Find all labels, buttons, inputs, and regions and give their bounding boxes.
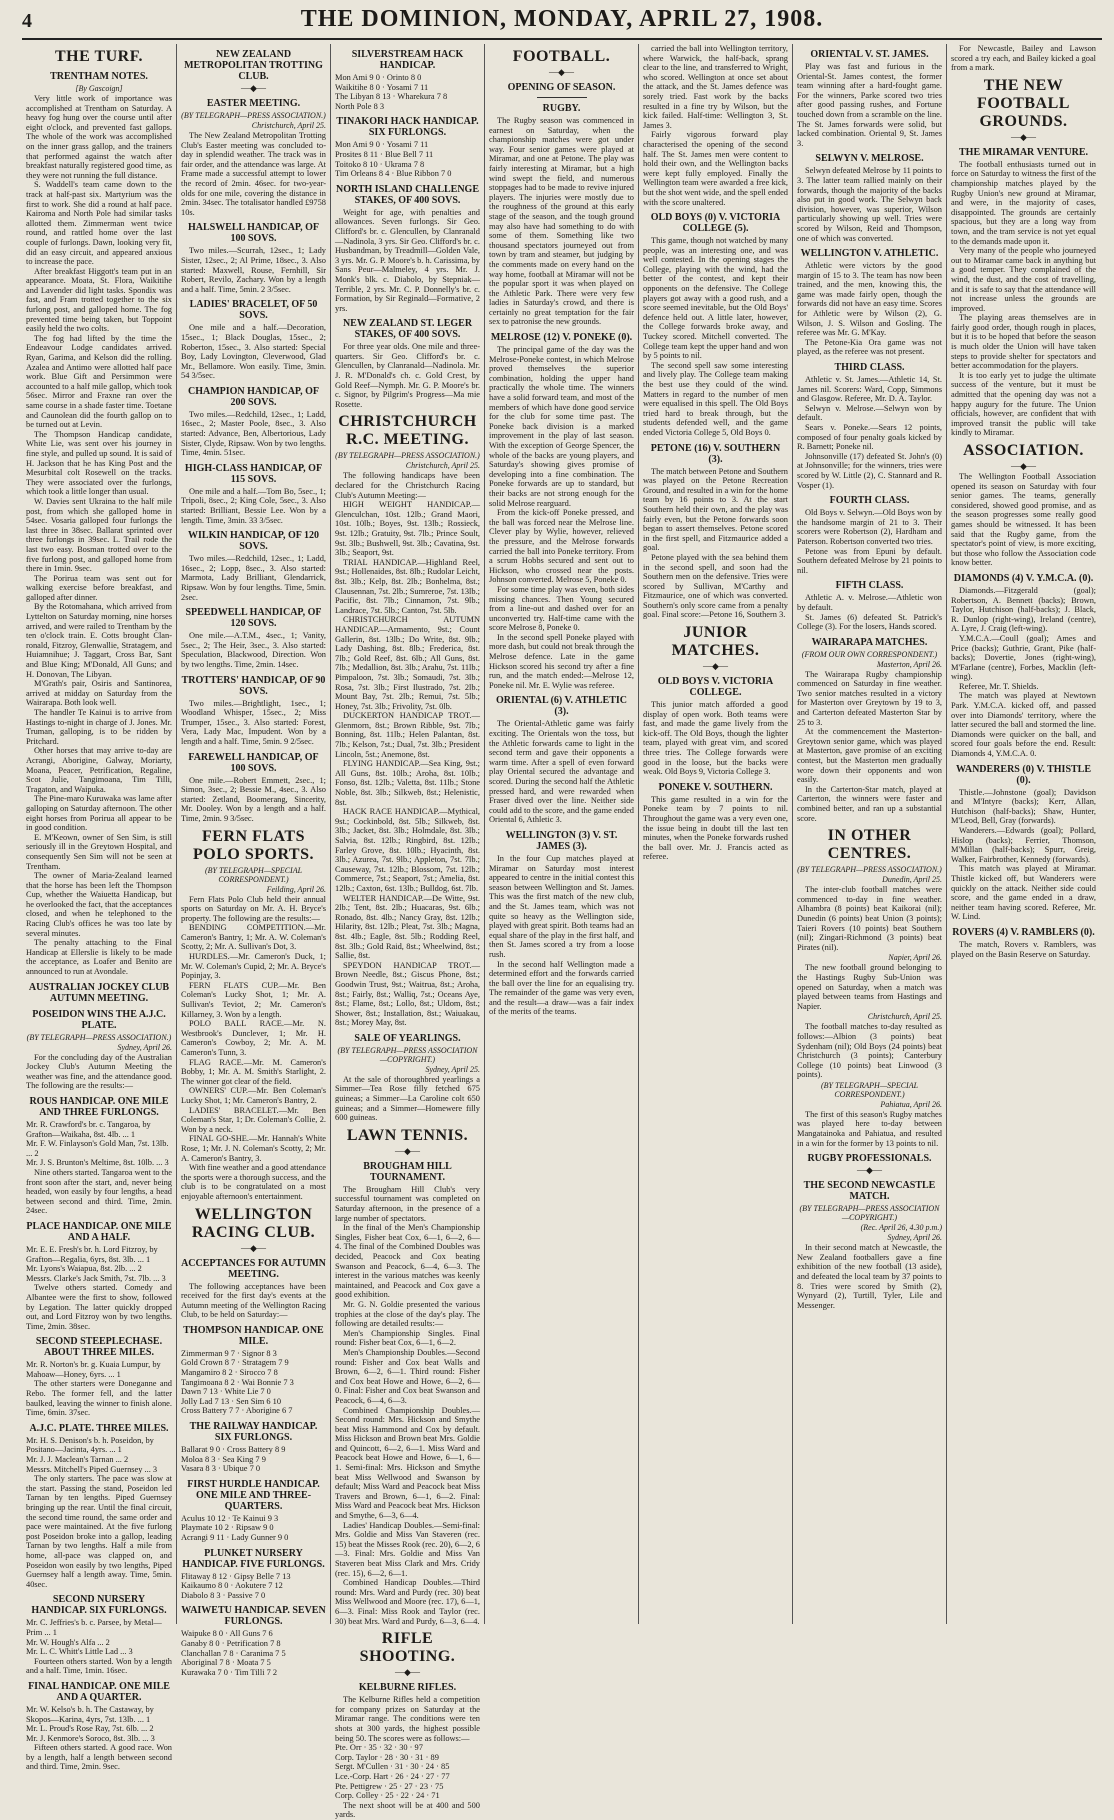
dateline: Masterton, April 26.: [876, 659, 942, 669]
article-paragraph: In the Carterton-Star match, played at Carterton, the winners were faster and combined better, and ran up a substantial score.: [797, 784, 942, 823]
article-paragraph: The new football ground belonging to the Hastings Rugby Sub-Union was opened on Saturday, when a match was played between teams from Hastings and Napier.: [797, 963, 942, 1011]
article-paragraph: Johnsonville (17) defeated St. John's (0) at Johnsonville; for the winners, tries were scored by W. Little (2), C. Stannard and R. Vosper (1).: [797, 451, 942, 490]
article-paragraph: Men's Championship Singles. Final round: Fisher beat Cox, 6—1, 6—2.: [335, 1328, 480, 1348]
article-paragraph: In their second match at Newcastle, the New Zealand footballers gave a fine exhibition of the new football (13 aside), and defeated the local team by 37 points to 8. Tries were scored by Smith (2), Wynyard (2), Turtill, Tyler, Lile and Messenger.: [797, 1243, 942, 1310]
subheading: WELLINGTON (3) V. ST. JAMES (3).: [505, 829, 618, 852]
result-line: Tangimoana 8 2 · Wai Bonnie 7 3: [181, 1377, 294, 1387]
ornament: —◆—: [241, 83, 266, 93]
article-paragraph: Twelve others started. Comedy and Albantee were the first to show, followed by Legation. The latter quickly dropped out, and Lord Fitzroy won by two lengths. Time, 2min. 38sec.: [26, 1283, 172, 1331]
columns: [22, 44, 1102, 1820]
section-heading: FOOTBALL.: [512, 48, 611, 65]
article-paragraph: The Rugby season was commenced in earnest on Saturday, when the championship matches were got under way. Four senior games were played at Miramar, and one at Petone. The play was fairly interesting at Miramar, but a high wind swept the field, and numerous stoppages had to be made to revive injured players. The injuries were mostly due to the roughness of the ground at this early stage of the season, and the tough ground may also have had something to do with some of them. Something like two thousand spectators journeyed out from town by tram and steamer, but judging by the comments made on every hand on the way home, football at Miramar will not be the popular sport it was when played on the Athletic Park. There were very few ladies in Saturday's crowd, and there is certainly no great temptation for the fair sex to patronise the new grounds.: [489, 116, 634, 327]
article-paragraph: DUCKERTON HANDICAP TROT.—Glenmorn, 8st.; Brown Ribble, 9st. 7lb.; Bonning, 8st. 11lb.; Helen Palantan, 8st. 7lb.; Kelson, 7st.; Dual, 7st. 3lb.; President Lincoln, 5st.; Anemone, 8st.: [335, 711, 480, 759]
result-line: Moloa 8 3 · Sea King 7 9: [181, 1454, 266, 1464]
column-4: [484, 44, 638, 1624]
result-line: Zimmerman 9 7 · Signor 8 3: [181, 1348, 277, 1358]
result-line: Clanchallan 7 8 · Caranima 7 5: [181, 1648, 286, 1658]
subheading: RUGBY.: [542, 103, 581, 114]
article-paragraph: Two miles.—Brightlight, 1sec., 1; Woodland Whisper, 15sec., 2; Miss Trumper, 15sec., 3. Also started: Forest, Vera, Lady Mac, Impudent. Won by a length and a half. Time, 5min. 9 2/5sec.: [181, 698, 326, 746]
result-line: Prosites 8 11 · Blue Bell 7 11: [335, 149, 434, 159]
article-paragraph: This game resulted in a win for the Poneke team by 7 points to nil. Throughout the game was a very even one, the issue being in doubt till the last ten minutes, when the Poneke forwards rushed the ball over. Mr. J. Francis acted as referee.: [643, 794, 788, 862]
result-line: North Pole 8 3: [335, 101, 385, 111]
article-paragraph: POLO BALL RACE.—Mr. N. Westbrook's Dunclever, 1; Mr. H. Cameron's Cowboy, 2; Mr. A. M. Cameron's Tunn, 3.: [181, 1019, 326, 1057]
result-line: Sergt. M'Cullen · 31 · 30 · 24 · 85: [335, 1762, 450, 1772]
subheading: EASTER MEETING.: [206, 98, 301, 109]
article-paragraph: The Petone-Kia Ora game was not played, as the referee was not present.: [797, 337, 942, 357]
result-line: Waikitihe 8 0 · Yosami 7 11: [335, 82, 429, 92]
article-paragraph: Athletic v. St. James.—Athletic 14, St. James nil. Scorers: Ward, Copp, Simmons and Glasgow. Referee, Mr. D. A. Taylor.: [797, 375, 942, 404]
subheading: THE MIRAMAR VENTURE.: [959, 146, 1088, 158]
section-heading: THE NEW FOOTBALL GROUNDS.: [977, 76, 1070, 130]
result-line: Lce.-Corp. Hart · 26 · 24 · 27 · 77: [335, 1771, 450, 1781]
article-paragraph: Athletic A. v. Melrose.—Athletic won by default.: [797, 593, 942, 612]
article-paragraph: S. Waddell's team came down to the track at half-past six. Martyrium was the first to work. She did a round at half pace. Kairoma and North Pole had similar tasks allotted them. Zimmerman went twice round, and rattled home over the last couple of furlongs. Dawn, looking very fit, did an easy circuit, and appeared anxious to increase the pace.: [26, 180, 172, 267]
subheading: TINAKORI HACK HANDICAP. SIX FURLONGS.: [336, 116, 479, 139]
result-line: Corp. Colley · 25 · 22 · 24 · 71: [335, 1791, 440, 1801]
article-paragraph: Old Boys v. Selwyn.—Old Boys won by the handsome margin of 21 to 3. Their scorers were Robertson (2), Hardham and Paterson. Robertson converted two tries.: [797, 508, 942, 546]
subheading: FOURTH CLASS.: [829, 495, 910, 507]
article-paragraph: HURDLES.—Mr. Cameron's Duck, 1; Mr. W. Coleman's Cupid, 2; Mr. A. Bryce's Popinjay, 3.: [181, 952, 326, 981]
result-line: Cross Battery 7 7 · Aborigine 6 7: [181, 1406, 293, 1416]
article-paragraph: One mile.—Robert Emmett, 2sec., 1; Simon, 3sec., 2; Bessie M., 4sec., 3. Also started: Zetland, Boomerang, Sincerity, Mr. Dooley. Won by a length and a half. Time, 2min. 9 3/5sec.: [181, 775, 326, 823]
subheading: ORIENTAL V. ST. JAMES.: [810, 49, 929, 60]
article-paragraph: The fog had lifted by the time the Endeavour Lodge candidates arrived. Ryan, Garima, and Kelson did the rolling. Azalea and Antimo were allotted half pace work. Blue Gift and Persimmon were accounted to a half mile gallop, which took 56sec. Mirror and Fraxne ran over the same course in a shade faster time. Toetane and Caunolean did the fourth gallop on to be turned out at Levin.: [26, 333, 172, 430]
article-paragraph: BENDING COMPETITION.—Mr. Cameron's Bantry, 1; Mr. A. W. Coleman's Scotty, 2; Mr. A. Sullivan's Dot, 3.: [181, 923, 326, 952]
article-paragraph: The owner of Maria-Zealand learned that the horse has been left the Thompson Cup, whether the Waiuetta Handicap, but he overlooked the fact, that the acceptances closed, and when he telephoned to the Racing Club's offices he was too late by several minutes.: [26, 871, 172, 938]
result-line: Flitaway 8 12 · Gipsy Belle 7 13: [181, 1571, 291, 1581]
article-paragraph: Men's Championship Doubles.—Second round: Fisher and Cox beat Walls and Brown, 6—2, 6—1. Third round: Fisher and Cox beat Howe and Howe, 6—2, 6—0. Final: Fisher and Cox beat Swanson and Peacock, 6—4, 6—3.: [335, 1347, 480, 1405]
result-line: Messrs. Mitchell's Piped Guernsey ... 3: [26, 1464, 158, 1474]
article-paragraph: FLYING HANDICAP.—Sea King, 9st.; All Guns, 8st. 10lb.; Aroha, 8st. 10lb.; Fonso, 8st. 12lb.; Valetta, 8st. 11lb.; Stone Noble, 8st. 3lb.; Silkweb, 8st.; Helenistic, 8st.: [335, 759, 480, 807]
result-line: Mr. L. C. Whitt's Little Lad ... 3: [26, 1647, 133, 1657]
result-line: Kurawaka 7 0 · Tim Tilli 7 2: [181, 1667, 278, 1677]
article-paragraph: Two miles.—Redchild, 12sec., 1; Ladd, 16sec., 2; Master Poole, 8sec., 3. Also started: Advance, Ben, Albertorious, Lady Sister, Clyde, Ripsaw. Won by two lengths. Time, 4min. 51sec.: [181, 409, 326, 458]
result-line: Toitoko 8 10 · Ukrama 7 8: [335, 159, 425, 169]
masthead-rule: [22, 38, 1102, 40]
article-paragraph: This game, though not watched by many people, was an interesting one, and was well contested. In the opening stages the College, playing with the wind, had the better of the contest, and kept their opponents on the defensive. The College players got away with a good rush, and a score seemed inevitable, but the Old Boys' defence held out. A little later, however, the College forwards broke away, and Tuckey scored. Mitchell converted. The College team kept the upper hand and won by 5 points to nil.: [643, 236, 788, 361]
article-paragraph: The Porirua team was sent out for walking exercise before breakfast, and galloped after dinner.: [26, 573, 172, 602]
subheading: SPEEDWELL HANDICAP, OF 120 SOVS.: [185, 607, 322, 630]
result-line: Kaikaumo 8 0 · Aokutere 7 12: [181, 1581, 283, 1591]
article-paragraph: Play was fast and furious in the Oriental-St. James contest, the former team winning after a hard-fought game. For the winners, Parke scored two tries after good passing rushes, and Fortune touched down from a scramble on the line. The St. James forwards were solid, but lacked combination. Oriental 9, St. James 3.: [797, 62, 942, 148]
article-paragraph: Selwyn defeated Melrose by 11 points to 3. The latter team rallied mainly on their forwards, though the majority of the backs also put in good work. The Selwyn back division, however, was superior, Wilson particularly showing up well. Tries were scored by Wilson, Reid and Thompson, one of which was converted.: [797, 166, 942, 243]
section-heading: ASSOCIATION.: [963, 442, 1084, 459]
ornament: —◆—: [241, 1242, 266, 1253]
article-paragraph: One mile and a half.—Decoration, 15sec., 1; Black Douglas, 15sec., 2; Roberton, 15sec., 3. Also started: Special Boy, Lady Lovington, Cleverwood, Glad Mr., Bellamore. Won easily. Time, 3min. 54 3/5sec.: [181, 323, 326, 381]
article-paragraph: One mile and a half.—Tom Bo, 5sec., 1; Tripoli, 8sec., 2; King Cole, 5sec., 3. Also started: Brilliant, Bessie Lee. Won by a length. Time, 3min. 33 3/5sec.: [181, 486, 326, 525]
subheading: POSEIDON WINS THE A.J.C. PLATE.: [32, 1008, 166, 1031]
result-line: Mr. R. Crawford's br. c. Tangaroa, by Grafton—Waikaha, 8st. 4lb. ... 1: [26, 1120, 151, 1139]
article-paragraph: The match between Petone and Southern was played on the Petone Recreation Ground, and resulted in a win for the home team by 16 points to 3. At the start Southern held their own, and the play was fairly even, but the Petone forwards soon began to assert themselves. Petone scored in the first spell, and Fitzmaurice added a goal.: [643, 466, 788, 553]
article-paragraph: This junior match afforded a good display of open work. Both teams were fast, and made the game lively from the kick-off. The Old Boys, though the lighter team, played with great vim, and scored three tries. The College forwards were good in the loose, but the backs were weak. Old Boys 9, Victoria College 3.: [643, 700, 788, 777]
byline: (FROM OUR OWN CORRESPONDENT.): [801, 649, 938, 659]
subheading: SALE OF YEARLINGS.: [354, 1032, 461, 1044]
byline: (BY TELEGRAPH—PRESS ASSOCIATION.): [181, 111, 326, 120]
article-paragraph: One mile.—A.T.M., 4sec., 1; Vanity, 5sec., 2; The Heir, 3sec., 3. Also started: Speculation, Blackwood, Direction. Won by two lengths. Time, 2min. 14sec.: [181, 631, 326, 669]
result-line: Vasara 8 3 · Ubique 7 0: [181, 1464, 261, 1474]
article-paragraph: For three year olds. One mile and three-quarters. Sir Geo. Clifford's br. c. Glencullen, by Clanranald—Nadinola. Mr. J. R. M'Donald's ch. c. Gold Crest, by Gold Reef—Nymph. Mr. G. P. Moore's br. c. Signor, by Pilgrim's Progress—Ma mie Rosette.: [335, 342, 480, 409]
article-paragraph: Petone was from Epuni by default. Southern defeated Melrose by 21 points to nil.: [797, 546, 942, 575]
result-line: Ganaby 8 0 · Petrification 7 8: [181, 1638, 281, 1648]
result-line: The Libyan 8 13 · Wharekura 7 8: [335, 92, 448, 102]
result-line: Waipuke 8 0 · All Guns 7 6: [181, 1629, 273, 1639]
result-line: Mr. J. S. Brunton's Meltime, 8st. 10lb. ... 3: [26, 1158, 169, 1168]
article-paragraph: Very many of the people who journeyed out to Miramar came back in anything but a good temper. They complained of the wind, the dust, and the cost of travelling, and it is safe to say that the attendance will not increase unless the grounds are improved.: [951, 246, 1096, 313]
masthead: [22, 6, 1102, 46]
page-number: 4: [22, 10, 32, 32]
column-6: [792, 44, 946, 1624]
article-paragraph: This match was played at Miramar. Thistle kicked off, but Wanderers were quickly on the attack. Neither side could score, and the game ended in a draw, neither team having scored. Referee, Mr. W. Lind.: [951, 864, 1096, 922]
newspaper-title: THE DOMINION, MONDAY, APRIL 27, 1908.: [300, 6, 824, 32]
subheading: OLD BOYS V. VICTORIA COLLEGE.: [657, 676, 774, 699]
result-line: Acrangi 9 11 · Lady Gunner 9 0: [181, 1533, 289, 1542]
article-paragraph: In the second spell Poneke played with more dash, but could not break through the Melrose defence. Late in the game Hickson scored his second try after a fine run, and the match ended:—Melrose 12, Poneke nil. Mr. E. Wylie was referee.: [489, 632, 634, 690]
subheading: SILVERSTREAM HACK HANDICAP.: [351, 49, 464, 71]
ornament: —◆—: [395, 1667, 420, 1678]
article-paragraph: HIGH WEIGHT HANDICAP.—Glenculchan, 10st. 12lb.; Grand Maori, 10st. 10lb.; Boyes, 9st. 13lb.; Rossieck, 9st. 12lb.; Gratuity, 9st. 7lb.; Prince Soult, 9st. 3lb.; Bushwell, 9st. 3lb.; Cavatina, 9st. 3lb.; Seaport, 9st.: [335, 500, 480, 558]
subheading: TROTTERS' HANDICAP, OF 90 SOVS.: [181, 674, 326, 697]
byline: (BY TELEGRAPH—PRESS ASSOCIATION—COPYRIGHT.): [799, 1204, 940, 1223]
ornament: —◆—: [1011, 131, 1036, 142]
article-paragraph: TRIAL HANDICAP.—Highland Reel, 9st.; Hollenaides, 8st. 8lb.; Rudolar Leicht, 8st. 3lb.; Kelp, 8st. 2lb.; Bonhelma, 8st.; Clausennan, 7st. 2lb.; Sumreroe, 7st. 13lb.; Pacific, 8st. 7lb.; Cinnamon, 7st. 9lb.; Landrace, 7st. 5lb.; Canton, 7st. 5lb.: [335, 557, 480, 615]
article-paragraph: For Newcastle, Bailey and Lawson scored a try each, and Bailey kicked a goal from a mark.: [951, 44, 1096, 73]
article-paragraph: By the Rotomahana, which arrived from Lyttelton on Saturday morning, nine horses arrived, and were railed to Trentham by the ten o'clock train. E. Cotts brought Clan-ronald, Fitzroy, Glenwallie, Stratagem, and Huiamnihue; J. Taggart, Cross Bar, Sant and Blue King; M'Donald, All Guns; and H. Donovan, The Libyan.: [26, 602, 172, 679]
subheading: THIRD CLASS.: [834, 362, 905, 374]
column-2: [176, 44, 330, 1677]
article-paragraph: The New Zealand Metropolitan Trotting Club's Easter meeting was concluded to-day in splendid weather. The track was in fair order, and the attendance was large. At Frame made a successful attempt to lower the record of 2min. 46sec. for two-year-olds for one mile, covering the distance in 2min. 34sec. The totalisator handled £9758 10s.: [181, 131, 326, 217]
section-heading: THE TURF.: [54, 48, 144, 65]
subheading: ROUS HANDICAP. ONE MILE AND THREE FURLONGS.: [29, 1096, 169, 1118]
subheading: LADIES' BRACELET, OF 50 SOVS.: [189, 299, 318, 322]
column-1: [22, 44, 176, 1772]
subheading: WANDERERS (0) V. THISTLE (0).: [955, 763, 1092, 786]
article-paragraph: From the kick-off Poneke pressed, and the ball was forced near the Melrose line. Clever play by Wylie, however, relieved the pressure, and the Melrose forwards carried the ball into Poneke territory. From a scrum Hobbs secured and sent out to Hickson, who crossed near the posts. Johnson converted. Melrose 5, Poneke 0.: [489, 508, 634, 585]
article-paragraph: Wanderers.—Edwards (goal); Pollard, Hislop (backs); Ferrier, Thomson, M'Millan (half-backs); Spurr, Greig, Walker, Fairbrother, Kennedy (forwards).: [951, 826, 1096, 864]
result-line: Pte. Orr · 35 · 32 · 30 · 97: [335, 1743, 423, 1753]
subheading: RUGBY PROFESSIONALS.: [807, 1153, 932, 1165]
article-paragraph: The football enthusiasts turned out in force on Saturday to witness the first of the championship matches played by the Rugby Union's new ground at Miramar, and were, in the majority of cases, disappointed. The grounds are certainly spacious, but they are a long way from town, and the tram service is not yet equal to the demands made upon it.: [951, 159, 1096, 246]
ornament: —◆—: [703, 661, 728, 672]
result-line: Mr. R. Norton's br. g. Kuaia Lumpur, by Mahoaw—Honey, 6yrs. ... 1: [26, 1360, 161, 1379]
subheading: BROUGHAM HILL TOURNAMENT.: [363, 1160, 452, 1183]
subheading: FIRST HURDLE HANDICAP. ONE MILE AND THREE-QUARTERS.: [187, 1478, 320, 1512]
subheading: SELWYN V. MELROSE.: [815, 153, 924, 165]
dateline: Sydney, April 25.: [425, 1064, 480, 1074]
article-paragraph: Mr. G. N. Goldie presented the various trophies at the close of the day's play. The following are detailed results:—: [335, 1299, 480, 1329]
subheading: DIAMONDS (4) V. Y.M.C.A. (0).: [953, 572, 1094, 584]
byline: [By Gascoign]: [75, 84, 123, 93]
subheading: THE SECOND NEWCASTLE MATCH.: [803, 1180, 936, 1203]
article-paragraph: In the four Cup matches played at Miramar on Saturday most interest appeared to centre in the initial contest this season between Wellington and St. James. This was the first match of the new club, and the St. James team, which was not quite so heavy as the Wellington side, played with great spirit. Both teams had an equal share of the play in the first half, and then St. James scored a try from a loose rush.: [489, 853, 634, 959]
article-paragraph: The handler Te Kainui is to arrive from Hastings to-night in charge of J. Jones. Mr. Truman, galloping, is to be ridden by Pritchard.: [26, 708, 172, 746]
subheading: PLUNKET NURSERY HANDICAP. FIVE FURLONGS.: [182, 1547, 325, 1570]
ornament: —◆—: [1011, 461, 1036, 471]
article-paragraph: The first of this season's Rugby matches was played here to-day between Mangatainoka and Pahiatua, and resulted in a win for the former by 13 points to nil.: [797, 1109, 942, 1148]
article-paragraph: CHRISTCHURCH AUTUMN HANDICAP.—Armamento, 9st.; Count Gallerin, 8st. 13lb.; Do Write, 8st. 9lb.; Lady Dashing, 8st. 8lb.; Frederica, 8st. 7lb.; Gold Reef, 8st. 6lb.; All Guns, 8st. 7lb.; Medallion, 8st. 3lb.; Arahu, 7st. 11lb.; Pimpaloon, 7st. 3lb.; Somaudi, 7st. 3lb.; Rosa, 7st. 3lb.; First Ilustrado, 7st. 2lb.; Mount Bay, 7st. 2lb.; Remui, 7st. 5lb.; Honey, 7st. 3lb.; Frivolity, 7st. 0lb.: [335, 615, 480, 711]
article-paragraph: Petone played with the sea behind them in the second spell, and soon had the Southern men on the defensive. Tries were scored by Sullivan, M'Carthy and Fitzmaurice, one of which was converted. Southern's only score came from a penalty goal. Final score:—Petone 16, Southern 3.: [643, 552, 788, 620]
result-line: Mr. W. Hough's Alfa ... 2: [26, 1637, 110, 1647]
article-paragraph: The Kelburne Rifles held a competition for company prizes on Saturday at the Miramar range. The conditions were ten shots at 300 yards, the highest possible being 50. The scores were as follows:—: [335, 1695, 480, 1743]
result-line: Mr. C. Jeffries's b. c. Parsee, by Metal—Prim ... 1: [26, 1618, 162, 1637]
subheading: WILKIN HANDICAP, OF 120 SOVS.: [188, 530, 319, 553]
result-line: Mr. H. S. Denison's b. h. Poseidon, by Positano—Jacinta, 4yrs. ... 1: [26, 1435, 154, 1455]
result-line: Aculus 10 12 · Te Kainui 9 3: [181, 1513, 279, 1523]
article-paragraph: The other starters were Doneganne and Rebo. The former fell, and the latter baulked, leaving the winner to finish alone. Time, 6min. 37sec.: [26, 1379, 172, 1418]
subheading: HIGH-CLASS HANDICAP, OF 115 SOVS.: [184, 462, 323, 485]
result-line: Mr. W. Kelso's b. h. The Castaway, by Skopos—Karina, 4yrs, 7st. 13lb. ... 1: [26, 1704, 154, 1724]
subheading: ROVERS (4) V. RAMBLERS (0).: [952, 926, 1095, 938]
article-paragraph: HACK RACE HANDICAP.—Mythical, 9st.; Cockinbold, 8st. 5lb.; Silkweb, 8st. 3lb.; Jacket, 8st. 3lb.; Holmdale, 8st. 3lb.; Salvia, 8st. 12lb.; Ringbird, 8st. 12lb.; Farley Grove, 8st. 10lb.; Hyacinth, 8st. 3lb.; Azurea, 7st. 9lb.; Appleton, 7st. 7lb.; Causeway, 7st. 12lb.; Blossom, 7st. 12lb.; Commerce, 7st.; Seaport, 7st.; Amelia, 8st. 12lb.; Caxton, 6st. 13lb.; Bulldog, 6st. 7lb.: [335, 807, 480, 893]
subheading: WAIWETU HANDICAP. SEVEN FURLONGS.: [181, 1605, 326, 1628]
dateline: Feilding, April 26.: [266, 884, 326, 894]
article-paragraph: Very little work of importance was accomplished at Trentham on Saturday. A heavy fog hung over the course until after eight o'clock, and prevented fast gallops. The whole of the work was accomplished on the inner grass gallop, and the trainers that performed against the watch after breakfast naturally registered good time, as they were not running the full distance.: [26, 94, 172, 180]
column-5: [638, 44, 792, 1624]
article-paragraph: With fine weather and a good attendance the sports were a thorough success, and the club is to be congratulated on a most enjoyable afternoon's entertainment.: [181, 1163, 326, 1201]
section-heading: JUNIOR MATCHES.: [671, 624, 760, 660]
article-paragraph: W. Davies sent Ukraina to the half mile post, from which she galloped home in 54sec. Vosaria galloped four furlongs the last three in 38sec. Ballarat sprinted over three furlongs in 39sec. L. Trail rode the last two easy. Bosman trotted over to the five furlong post, and galloped home from there in 1min. 9sec.: [26, 496, 172, 574]
subheading: PETONE (16) V. SOUTHERN (3).: [650, 442, 781, 465]
subheading: CHAMPION HANDICAP, OF 200 SOVS.: [187, 385, 319, 408]
dateline: Pahiatua, April 26.: [880, 1099, 942, 1109]
article-paragraph: Fern Flats Polo Club held their annual sports on Saturday on Mr. A. H. Bryce's property. The following are the results:—: [181, 894, 326, 923]
result-line: Mon Ami 9 0 · Orinto 8 0: [335, 73, 422, 82]
result-line: Ballarat 9 0 · Cross Battery 8 9: [181, 1445, 286, 1455]
result-line: Dawn 7 13 · White Lie 7 0: [181, 1387, 271, 1397]
article-paragraph: Y.M.C.A.—Coull (goal); Ames and Price (backs); Guthrie, Grant, Pike (half-backs); Dovertie, Jones (right-wing), M'Farlane (centre), Forbes, Macklin (left-wing).: [951, 633, 1096, 682]
article-paragraph: The second spell saw some interesting and lively play. The College team making the best use they could of the wind. Matters in regard to the number of men were equalised in this spell. The Old Boys tried hard to break through, but the students defended well, and the game ended Victoria College 5, Old Boys 0.: [643, 360, 788, 437]
article-paragraph: FLAG RACE.—Mr. M. Cameron's Bobby, 1; Mr. A. M. Smith's Starlight, 2. The winner got clear of the field.: [181, 1057, 326, 1086]
article-paragraph: WELTER HANDICAP.—De Witte, 9st. 2lb.; Tent, 8st. 2lb.; Huacaras, 9st. 6lb.; Ronado, 8st. 4lb.; Nancy Gray, 8st. 12lb.; Hilarity, 8st. 12lb.; Pleat, 7st. 3lb.; Magna, 8st. 4lb.; Eagle, 8st. 5lb.; Rodding Reel, 8st. 3lb.; Gold Raid, 8st.; Wheelwind, 8st.; Sallie, 8st.: [335, 893, 480, 961]
result-line: Mr. Lyons's Waiapua, 8st. 2lb. ... 2: [26, 1264, 142, 1274]
subheading: FIFTH CLASS.: [835, 580, 904, 592]
subheading: WAIRARAPA MATCHES.: [811, 636, 928, 648]
article-paragraph: For the concluding day of the Australian Jockey Club's Autumn Meeting the weather was fine, and the attendance good. The following are the results:—: [26, 1052, 172, 1091]
byline: (BY TELEGRAPH—PRESS ASSOCIATION.): [335, 451, 480, 461]
column-7: [946, 44, 1100, 1624]
subheading: HALSWELL HANDICAP, OF 100 SOVS.: [187, 222, 320, 245]
result-line: Messrs. Clarke's Jack Smith, 7st. 7lb. ... 3: [26, 1273, 166, 1283]
subheading: OPENING OF SEASON.: [507, 82, 616, 93]
article-paragraph: OWNERS' CUP.—Mr. Ben Coleman's Lucky Shot, 1; Mr. Cameron's Bantry, 2.: [181, 1086, 326, 1105]
article-paragraph: Combined Championship Doubles.—Second round: Mrs. Hickson and Smythe beat Miss Hammond and Cox by default. Miss Hickson and Brown beat Mrs. Goldie and Quincott, 6—2, 6—1. Miss Ward and Peacock beat Howe and Howe, 6—1, 6—1. Semi-final: Mrs. Hickson and Smythe beat Miss Wellwood and Swanson by default; Miss Ward and Peacock beat Miss Travers and Brown, 6—1, 6—2. Final: Miss Ward and Peacock beat Mrs. Hickson and Smythe, 6—3, 6—4.: [335, 1405, 480, 1521]
article-paragraph: The only starters. The pace was slow at the start. Passing the stand, Poseidon led Tarnan by ten lengths. Piped Guernsey bringing up the rear. Until the final circuit, the second time round, the same order and pace were maintained. At the five furlong post Poseidon broke into a gallop, leading Tarnan by two lengths. Half a mile from home, all-pace was clapped on, and Poseidon won easily by two lengths, Piped Guernsey half a length away. Time, 5min. 40sec.: [26, 1474, 172, 1589]
byline: (BY TELEGRAPH—SPECIAL CORRESPONDENT.): [820, 1080, 919, 1099]
subheading: PLACE HANDICAP. ONE MILE AND A HALF.: [26, 1220, 172, 1243]
ornament: —◆—: [395, 1145, 420, 1156]
article-paragraph: Fifteen others started. A good race. Won by a length, half a length between second and third. Time, 2min. 9sec.: [26, 1743, 172, 1772]
result-line: Jolly Lad 7 13 · Sen Sim 6 10: [181, 1396, 282, 1406]
subheading: THOMPSON HANDICAP. ONE MILE.: [183, 1324, 324, 1347]
article-paragraph: E. M'Keown, owner of Sen Sim, is still seriously ill in the Greytown Hospital, and consequently Sen Sim will not be seen at Trentham.: [26, 832, 172, 871]
article-paragraph: The Wellington Football Association opened its season on Saturday with four senior games. The teams, generally considered, showed good promise, and as the season progresses some really good games should be witnessed. It has been said that the Rugby game, from the spectator's point of view, is more exciting, but those who follow the Association code know better.: [951, 472, 1096, 568]
article-paragraph: Diamonds.—Fitzgerald (goal); Robertson, A. Bennett (backs); Brown, Taylor, Hutchison (half-backs); J. Black, R. Dunlop (right-wing), Ireland (centre), A. Lyre, J. Craig (left-wing).: [951, 585, 1096, 634]
dateline: Christchurch, April 25.: [405, 461, 480, 471]
article-paragraph: The football matches to-day resulted as follows:—Albion (3 points) beat Sydenham (nil); Old Boys (24 points) beat Christchurch (3 points); Canterbury College (10 points) beat Linwood (3 points).: [797, 1022, 942, 1080]
article-paragraph: Nine others started. Tangaroa went to the front soon after the start, and, never being headed, won easily by four lengths, a head between second and third. Time, 2min. 24sec.: [26, 1167, 172, 1216]
section-heading: RIFLE SHOOTING.: [359, 1630, 456, 1666]
subheading: NEW ZEALAND ST. LEGER STAKES, OF 400 SOVS.: [342, 318, 473, 341]
article-paragraph: The match was played at Newtown Park. Y.M.C.A. kicked off, and passed over into Diamonds' territory, where the latter secured the ball and stormed the line. Diamonds were quicker on the ball, and scored four goals before the end. Result: Diamonds 4, Y.M.C.A. 0.: [951, 691, 1096, 759]
article-paragraph: FINAL GO-SHE.—Mr. Hannah's White Rose, 1; Mr. J. N. Coleman's Scotty, 2; Mr. A. Cameron's Bantry, 3.: [181, 1134, 326, 1163]
section-heading: FERN FLATS POLO SPORTS.: [192, 827, 314, 863]
article-paragraph: Referee, Mr. T. Shields.: [959, 681, 1039, 691]
subheading: SECOND NURSERY HANDICAP. SIX FURLONGS.: [31, 1594, 167, 1617]
article-paragraph: The following acceptances have been received for the first day's events at the Autumn meeting of the Wellington Racing Club, to be held on Saturday:—: [181, 1281, 326, 1320]
result-line: Mr. L. Proud's Rose Ray, 7st. 6lb. ... 2: [26, 1724, 154, 1734]
result-line: Mon Ami 9 0 · Yosami 7 11: [335, 140, 429, 150]
result-line: Gold Crown 8 7 · Stratagem 7 9: [181, 1358, 289, 1368]
article-paragraph: At the commencement the Masterton-Greytown senior game, which was played at Masterton, gave promise of an exciting contest, but the Masterton men gradually wore down their opponents and won easily.: [797, 727, 942, 785]
dateline: Sydney, April 26.: [887, 1233, 942, 1243]
subheading: ACCEPTANCES FOR AUTUMN MEETING.: [181, 1257, 326, 1280]
article-paragraph: SPEYDON HANDICAP TROT.—Brown Needle, 8st.; Giscus Phone, 8st.; Goodwin Trust, 9st.; Waitrua, 8st.; Aroha, 8st.; Fairly, 8st.; Walliq, 7st.; Oceans Aye, 8st.; Flame, 8st.; Lollo, 8st.; Uldom, 8st.; Shower, 8st.; Installation, 8st.; Waiuakau, 8st.; Morey May, 8st.: [335, 960, 480, 1028]
article-paragraph: In the final of the Men's Championship Singles, Fisher beat Cox, 6—1, 6—2, 6—4. The final of the Combined Doubles was decided, Peacock and Cox beating Swanson and Peacock, 6—4, 6—3. The interest in the various matches was keenly maintained, and Peacock and Cox gave a good exhibition.: [335, 1223, 480, 1300]
article-paragraph: At the sale of thoroughbred yearlings a Simmer—Tea Rose filly fetched 675 guineas; a Simmer—La Caroline colt 650 guineas; and a Simmer—Homewere filly 600 guineas.: [335, 1074, 480, 1123]
byline: (BY TELEGRAPH—PRESS ASSOCIATION.): [797, 865, 942, 875]
subheading: NORTH ISLAND CHALLENGE STAKES, OF 400 SOVS.: [335, 183, 479, 206]
byline: (BY TELEGRAPH—PRESS ASSOCIATION.): [26, 1032, 172, 1042]
dateline: (Rec. April 26, 4.30 p.m.): [860, 1223, 942, 1233]
result-line: Aboriginal 7 8 · Moata 7 5: [181, 1658, 271, 1668]
article-paragraph: Ladies' Handicap Doubles.—Semi-final: Mrs. Goldie and Miss Van Staveren (rec. 15) beat the Misses Rook (rec. 20), 6—2, 6—3. Final: Mrs. Goldie and Miss Van Staveren beat Miss Clark and Mrs. Cridy (rec. 15), 6—2, 6—1.: [335, 1520, 480, 1578]
divider: [537, 97, 587, 98]
subheading: OLD BOYS (0) V. VICTORIA COLLEGE (5).: [650, 212, 781, 235]
result-line: Mangamiro 8 2 · Sirocco 7 8: [181, 1368, 278, 1378]
dateline: Sydney, April 26.: [117, 1042, 172, 1052]
subheading: FAREWELL HANDICAP, OF 100 SOVS.: [188, 751, 319, 774]
article-paragraph: After breakfast Higgott's team put in an appearance. Moata, St. Flora, Waikitihe and Lavender did light tasks. Spondix was fast, and Fram trotted together to the six furlong post, and galloped home. The fog prevented time being taken, but Toppoint easily held the two colts.: [26, 266, 172, 334]
subheading: FINAL HANDICAP. ONE MILE AND A QUARTER.: [28, 1680, 170, 1703]
result-line: Playmate 10 2 · Ripsaw 9 0: [181, 1523, 274, 1533]
article-paragraph: The playing areas themselves are in fairly good order, though rough in places, but it is to be hoped that before the season is much older the Union will have taken steps to provide shelter for spectators and better accommodation for the players.: [951, 313, 1096, 371]
dateline: Christchurch, April 25.: [251, 121, 326, 130]
section-heading: IN OTHER CENTRES.: [827, 827, 912, 863]
column-3: [330, 44, 484, 1820]
article-paragraph: FERN FLATS CUP.—Mr. Ben Coleman's Lucky Shot, 1; Mr. A. Sullivan's Teviot, 2; Mr. Cameron's Killarney, 3. Won by a length.: [181, 980, 326, 1019]
result-line: Mr. J. Kenmore's Soroco, 8st. 3lb. ... 3: [26, 1733, 155, 1743]
result-line: Corp. Taylor · 28 · 30 · 31 · 89: [335, 1752, 439, 1762]
article-paragraph: Two miles.—Redchild, 12sec., 1; Ladd, 16sec., 2; Lopp, 8sec., 3. Also started: Marmota, Lady Brilliant, Glendarrick, Ripsaw. Won by four lengths. Time, 5min. 2sec.: [181, 554, 326, 602]
article-paragraph: The match, Rovers v. Ramblers, was played on the Basin Reserve on Saturday.: [951, 939, 1096, 959]
section-heading: WELLINGTON RACING CLUB.: [191, 1205, 316, 1241]
article-paragraph: M'Grath's pair, Osiris and Santinorea, arrived at midday on Saturday from the Wairarapa. Both look well.: [26, 679, 172, 708]
article-paragraph: The inter-club football matches were commenced to-day in fine weather. Alhambra (8 points) beat Kaikorai (nil); Dunedin (6 points) beat Union (3 points); Taieri Rovers (10 points) beat Southern (nil); Zingari-Richmond (3 points) beat Pirates (nil).: [797, 885, 942, 952]
article-paragraph: The following handicaps have been declared for the Christchurch Racing Club's Autumn Meeting:—: [335, 471, 480, 500]
article-paragraph: For some time play was even, both sides missing chances. Then Young secured from a line-out and dashed over for an unconverted try. Half-time came with the score Melrose 8, Poneke 0.: [489, 584, 634, 633]
subheading: ORIENTAL (6) V. ATHLETIC (3).: [496, 695, 627, 718]
result-line: Mr. E. E. Fresh's br. h. Lord Fitzroy, by Grafton—Regalia, 6yrs, 8st. 3lb. ... 1: [26, 1244, 158, 1264]
dateline: Dunedin, April 25.: [882, 875, 942, 885]
article-paragraph: The Thompson Handicap candidate, White Lie, was sent over his journey in fine style, and pulled up sound. It is said of H. Jackson that he has King Post and the Mesurbital colt Rosewell on the tracks. They were associated over the furlongs, which took a little longer than usual.: [26, 429, 172, 497]
article-paragraph: Fairly vigorous forward play characterised the opening of the second half. The St. James men were content to hold their own, and the Wellington backs were kept fully employed. Finally the Wellington team were awarded a free kick, but the shot went wide, and the spell ended with the score unaltered.: [643, 130, 788, 207]
article-paragraph: The Pine-maro Kuruwaka was lame after galloping on Saturday afternoon. The other eight horses from Porirua all appear to be in good condition.: [26, 794, 172, 833]
article-paragraph: The next shoot will be at 400 and 500 yards.: [335, 1800, 480, 1820]
article-paragraph: Sears v. Poneke.—Sears 12 points, composed of four penalty goals kicked by R. Barnett; Poneke nil.: [797, 423, 942, 452]
result-line: Tim Orleans 8 4 · Blue Ribbon 7 0: [335, 169, 452, 179]
article-paragraph: Selwyn v. Melrose.—Selwyn won by default.: [797, 403, 942, 423]
result-line: Mr. J. J. Maclean's Tarnan ... 2: [26, 1455, 129, 1465]
subheading: THE RAILWAY HANDICAP. SIX FURLONGS.: [189, 1421, 318, 1444]
article-paragraph: Weight for age, with penalties and allowances. Seven furlongs. Sir Geo. Clifford's br. c. Glencullen, by Clanranald—Nadinola, 3 yrs. Sir Geo. Clifford's br. c. Husbandman, by Treadmill—Golden Vale, 3 yrs. Mr. G. P. Moore's b. h. Carissima, by Sans Peur—Malmeley, 4 yrs. Mr. J. Monk's blk. c. Diabolo, by Stepniak—Terrible, 2 yrs. Mr. C. P. Donnelly's br. c. Formation, by Sir Reginald—Formative, 2 yrs.: [335, 207, 480, 313]
article-paragraph: St. James (6) defeated St. Patrick's College (3). For the losers, Hands scored.: [797, 612, 942, 632]
result-line: Pte. Pettigrew · 25 · 27 · 23 · 75: [335, 1781, 444, 1791]
article-paragraph: The Wairarapa Rugby championship commenced on Saturday in fine weather. Two senior matches resulted in a victory for Masterton over Greytown by 19 to 3, and Carterton defeated Masterton Star by 25 to 3.: [797, 669, 942, 727]
article-paragraph: It is too early yet to judge the ultimate success of the venture, but it must be admitted that the opening day was not a happy augury for the future. The Union officials, however, are confident that with improved transit the public will take kindly to Miramar.: [951, 370, 1096, 438]
article-paragraph: The Oriental-Athletic game was fairly exciting. The Orientals won the toss, but the Athletic forwards came to light in the second term and gave their opponents a warm time. After a spell of even forward play Oriental secured the advantage and scored. During the second half the Athletic pressed hard, and were rewarded when Fraser dived over the line. Neither side could add to the score, and the game ended Oriental 6, Athletic 3.: [489, 719, 634, 825]
subheading: TRENTHAM NOTES.: [50, 71, 148, 82]
subheading: A.J.C. PLATE. THREE MILES.: [29, 1422, 169, 1434]
dateline: Napier, April 26.: [888, 953, 942, 963]
article-paragraph: Two miles.—Scurrah, 12sec., 1; Lady Sister, 12sec., 2; Al Prime, 18sec., 3. Also started: Maxwell, Rouse, Fernhill, Sir Robert, Revilo, Zachary. Won by a length and a half. Time, 5min. 2 3/5sec.: [181, 246, 326, 294]
section-heading: CHRISTCHURCH R.C. MEETING.: [338, 413, 477, 449]
subheading: SECOND STEEPLECHASE. ABOUT THREE MILES.: [35, 1336, 163, 1359]
subheading: NEW ZEALAND METROPOLITAN TROTTING CLUB.: [184, 49, 323, 82]
article-paragraph: The Brougham Hill Club's very successful tournament was completed on Saturday afternoon, in the presence of a large number of spectators.: [335, 1184, 480, 1223]
article-paragraph: carried the ball into Wellington territory, where Warwick, the half-back, sprang clear to the line, and transferred to Wright, who scored. Wellington at once set about the attack, and the St. James defence was sorely tried. Fast work by the backs resulted in a fine try by Wilson, but the kick failed. Half-time: Wellington 3, St. James 3.: [643, 44, 788, 130]
ornament: —◆—: [549, 67, 574, 77]
article-paragraph: Thistle.—Johnstone (goal); Davidson and M'Intyre (backs); Kerr, Allan, Hutchison (half-backs); Shaw, Hunter, M'Leod, Bell, Gray (forwards).: [951, 787, 1096, 826]
byline: (BY TELEGRAPH—PRESS ASSOCIATION—COPYRIGHT.): [337, 1045, 478, 1064]
article-paragraph: Fourteen others started. Won by a length and a half. Time, 1min. 16sec.: [26, 1656, 172, 1676]
article-paragraph: Athletic were victors by the good margin of 15 to 3. The team has now been trained, and the men, knowing this, the game was made fairly open, though the forwards did not have an easy time. Scores for Athletic were by Wilson (2), G. Wilson, J. S. Wilson and Gosling. The referee was Mr. G. M'Kay.: [797, 261, 942, 338]
dateline: Christchurch, April 25.: [867, 1012, 942, 1022]
subheading: WELLINGTON V. ATHLETIC.: [800, 248, 939, 260]
article-paragraph: Other horses that may arrive to-day are Acrangi, Aborigine, Galway, Moriarty, Moana, Peacer, Petrification, Regaline, Scot Julie, Tangimoana, Tim Tilli, Tragaton, and Waipuka.: [26, 746, 172, 794]
subheading: PONEKE V. SOUTHERN.: [658, 781, 773, 793]
result-line: Mr. F. W. Finlayson's Gold Man, 7st. 13lb. ... 2: [26, 1139, 169, 1158]
subheading: MELROSE (12) V. PONEKE (0).: [490, 332, 633, 344]
result-line: Diabolo 8 3 · Passive 7 0: [181, 1590, 266, 1600]
ornament: —◆—: [857, 1165, 882, 1176]
subheading: AUSTRALIAN JOCKEY CLUB AUTUMN MEETING.: [28, 981, 170, 1004]
article-paragraph: The penalty attaching to the Final Handicap at Ellerslie is likely to be made the acceptance, as Loafer and Benito are announced to run at Avondale.: [26, 938, 172, 977]
article-paragraph: The principal game of the day was the Melrose-Poneke contest, in which Melrose proved themselves the superior combination, holding the upper hand practically the whole time. The winners have a solid forward team, and most of the members of which have done good service for the club for some time past. The Poneke back division is a marked improvement in the play of last season. With the exception of George Spencer, the whole of the backs are young players, and Saturday's showing gives promise of developing into a fine combination. The Poneke forwards are up to standard, but their backs are not strong enough for the solid Melrose rearguard.: [489, 345, 634, 508]
subheading: KELBURNE RIFLES.: [358, 1682, 457, 1694]
article-paragraph: Combined Handicap Doubles.—Third round: Mrs. Ward and Purdy (rec. 30) beat Miss Wellwood and Moore (rec. 17), 6—1, 6—3. Final: Miss Rook and Taylor (rec. 30) beat Mrs. Ward and Purdy, 6—3, 6—4.: [335, 1578, 480, 1626]
article-paragraph: In the second half Wellington made a determined effort and the forwards carried the ball over the line for an equalising try. The remainder of the game was very even, and the result—a draw—was a fair index of the merits of the teams.: [489, 959, 634, 1017]
section-heading: LAWN TENNIS.: [346, 1126, 469, 1144]
article-paragraph: LADIES' BRACELET.—Mr. Ben Coleman's Star, 1; Dr. Coleman's Collie, 2. Won by a neck.: [181, 1105, 326, 1134]
byline: (BY TELEGRAPH—SPECIAL CORRESPONDENT.): [204, 865, 303, 884]
